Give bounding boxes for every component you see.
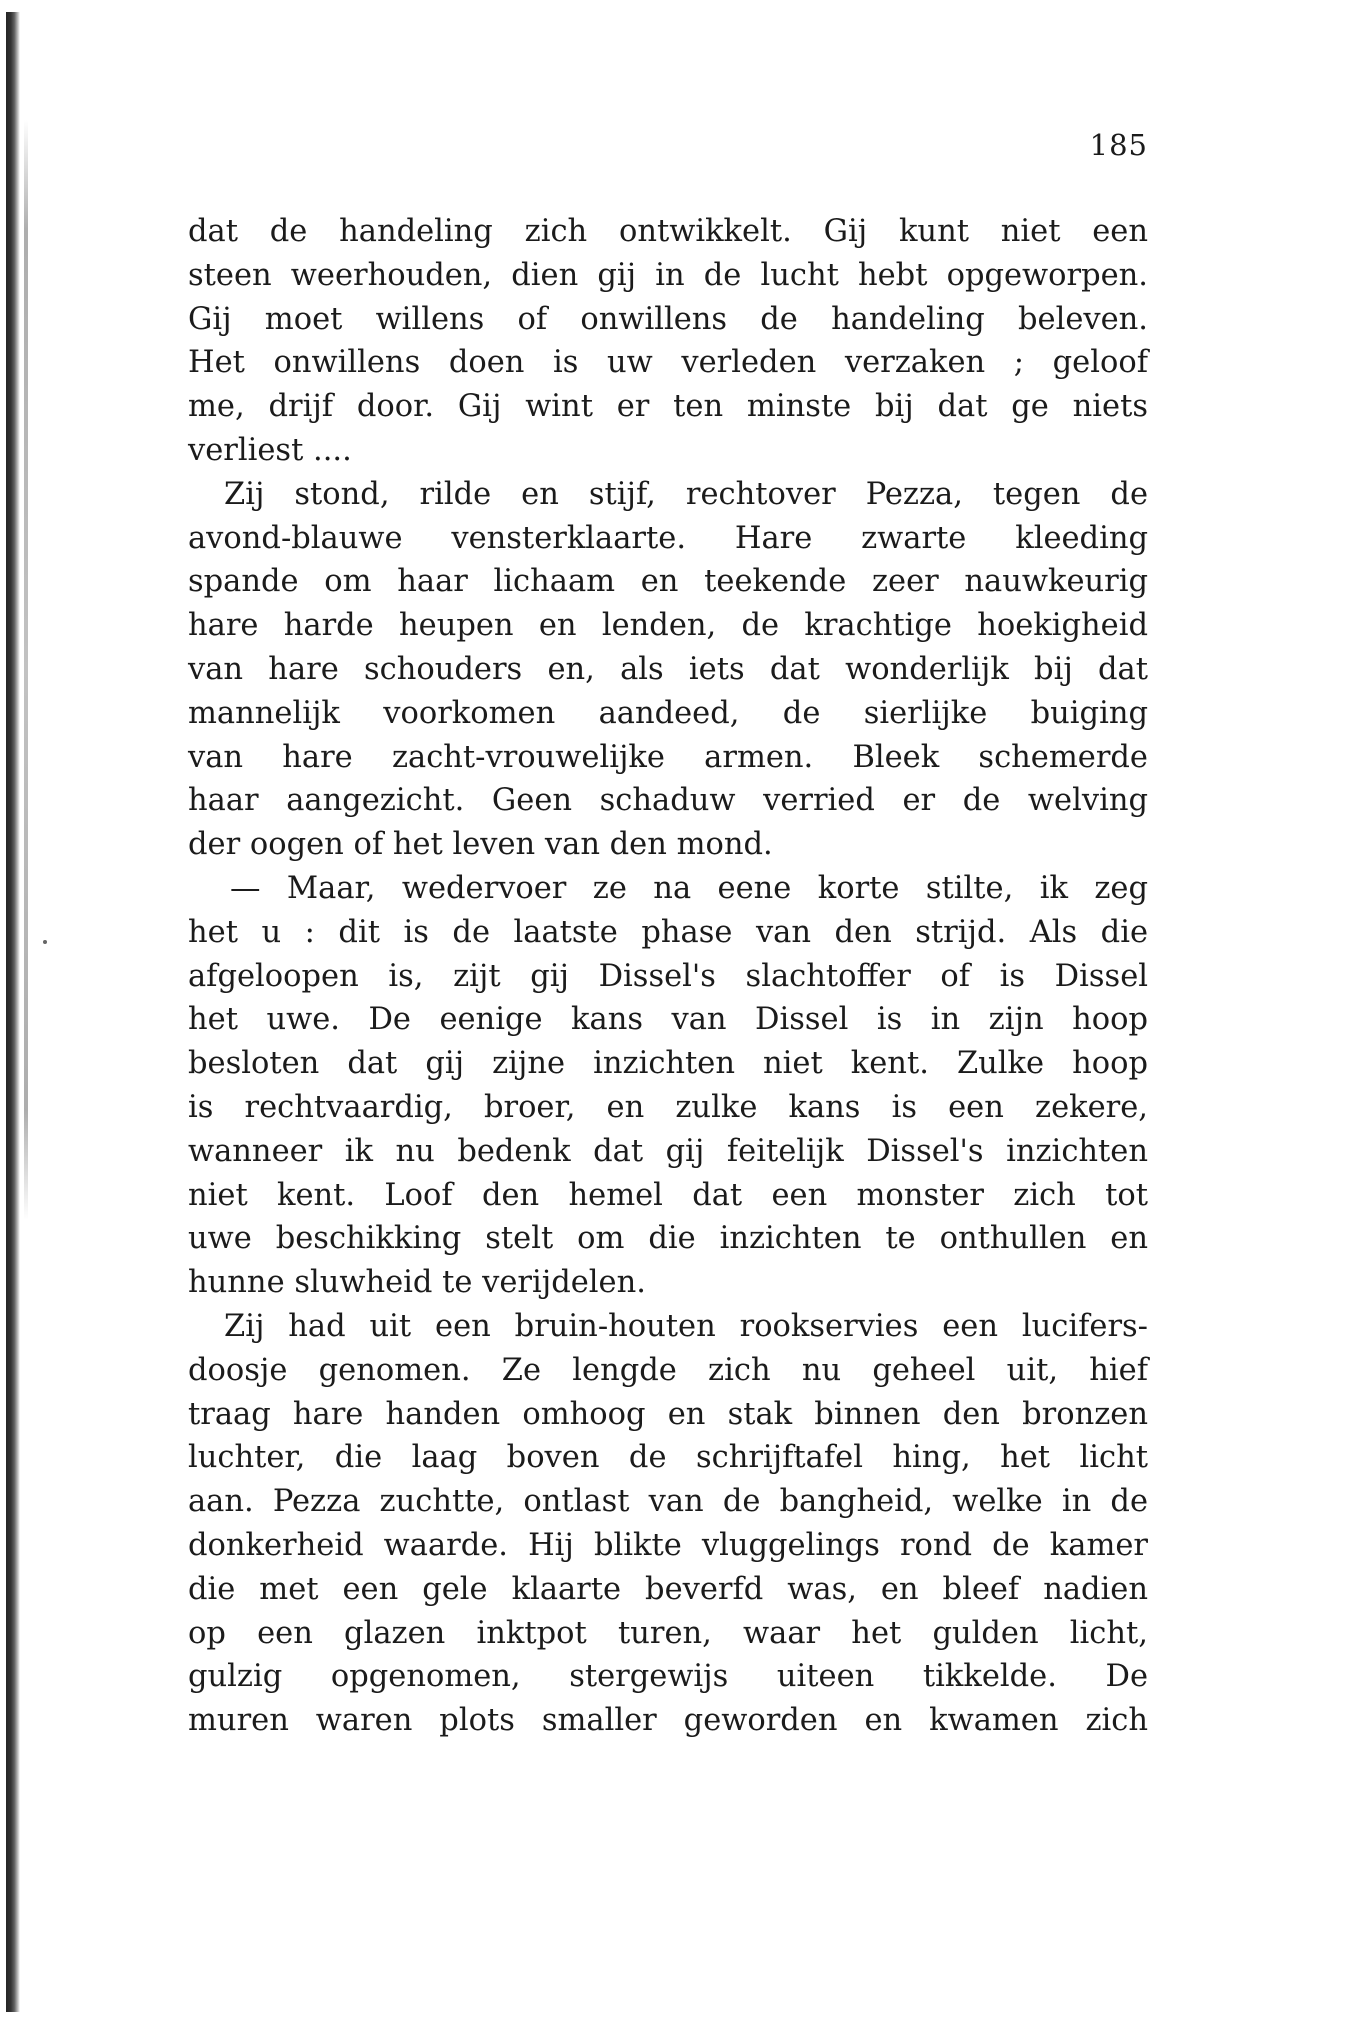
text-line: traag hare handen omhoog en stak binnen den bronzen: [188, 1396, 1148, 1432]
text-line: hunne sluwheid te verijdelen.: [188, 1265, 646, 1301]
text-line: muren waren plots smaller geworden en kwamen zich: [188, 1703, 1148, 1739]
text-line: van hare schouders en, als iets dat wonderlijk bij dat: [188, 651, 1148, 687]
text-line: mannelijk voorkomen aandeed, de sierlijke buiging: [188, 695, 1148, 731]
paragraph-start: Zij had uit een bruin-houten rookservies een lucifers-: [224, 1308, 1148, 1344]
text-line: het uwe. De eenige kans van Dissel is in zijn hoop: [188, 1002, 1148, 1038]
text-line: donkerheid waarde. Hij blikte vluggelings rond de kamer: [188, 1527, 1148, 1563]
text-line: avond-blauwe vensterklaarte. Hare zwarte kleeding: [188, 520, 1148, 556]
text-line: haar aangezicht. Geen schaduw verried er de welving: [188, 783, 1148, 819]
text-line: luchter, die laag boven de schrijftafel hing, het licht: [188, 1440, 1148, 1476]
text-line: niet kent. Loof den hemel dat een monster zich tot: [188, 1177, 1148, 1213]
text-line: steen weerhouden, dien gij in de lucht hebt opgeworpen.: [188, 257, 1148, 293]
text-line: het u : dit is de laatste phase van den strijd. Als die: [188, 914, 1148, 950]
text-line: spande om haar lichaam en teekende zeer nauwkeurig: [188, 564, 1148, 600]
binding-shadow: [24, 120, 28, 1220]
text-line: dat de handeling zich ontwikkelt. Gij kunt niet een: [188, 214, 1148, 249]
text-line: me, drijf door. Gij wint er ten minste bij dat ge niets: [188, 389, 1148, 425]
text-line: besloten dat gij zijne inzichten niet kent. Zulke hoop: [188, 1046, 1148, 1082]
text-line: doosje genomen. Ze lengde zich nu geheel uit, hief: [188, 1352, 1148, 1388]
body-text: [188, 210, 1148, 1743]
text-line: verliest ....: [188, 432, 352, 468]
text-line: Gij moet willens of onwillens de handeling beleven.: [188, 301, 1148, 337]
text-line: die met een gele klaarte beverfd was, en bleef nadien: [188, 1571, 1148, 1607]
text-line: op een glazen inktpot turen, waar het gulden licht,: [188, 1615, 1148, 1651]
text-line: Het onwillens doen is uw verleden verzaken ; geloof: [188, 345, 1148, 381]
text-line: gulzig opgenomen, stergewijs uiteen tikkelde. De: [188, 1659, 1148, 1695]
text-line: uwe beschikking stelt om die inzichten te onthullen en: [188, 1221, 1148, 1257]
text-line: van hare zacht-vrouwelijke armen. Bleek schemerde: [188, 739, 1148, 775]
text-line: is rechtvaardig, broer, en zulke kans is een zekere,: [188, 1089, 1148, 1125]
text-line: wanneer ik nu bedenk dat gij feitelijk Dissel's inzichten: [188, 1133, 1148, 1169]
text-line: der oogen of het leven van den mond.: [188, 827, 773, 863]
binding-edge: [6, 12, 20, 2012]
scan-speck: [43, 940, 47, 944]
paragraph-start: — Maar, wedervoer ze na eene korte stilte, ik zeg: [230, 870, 1148, 906]
text-line: afgeloopen is, zijt gij Dissel's slachtoffer of is Dissel: [188, 958, 1148, 994]
text-line: aan. Pezza zuchtte, ontlast van de bangheid, welke in de: [188, 1484, 1148, 1520]
page-number: 185: [1089, 128, 1148, 162]
paragraph-start: Zij stond, rilde en stijf, rechtover Pezza, tegen de: [224, 476, 1148, 512]
text-line: hare harde heupen en lenden, de krachtige hoekigheid: [188, 608, 1148, 644]
